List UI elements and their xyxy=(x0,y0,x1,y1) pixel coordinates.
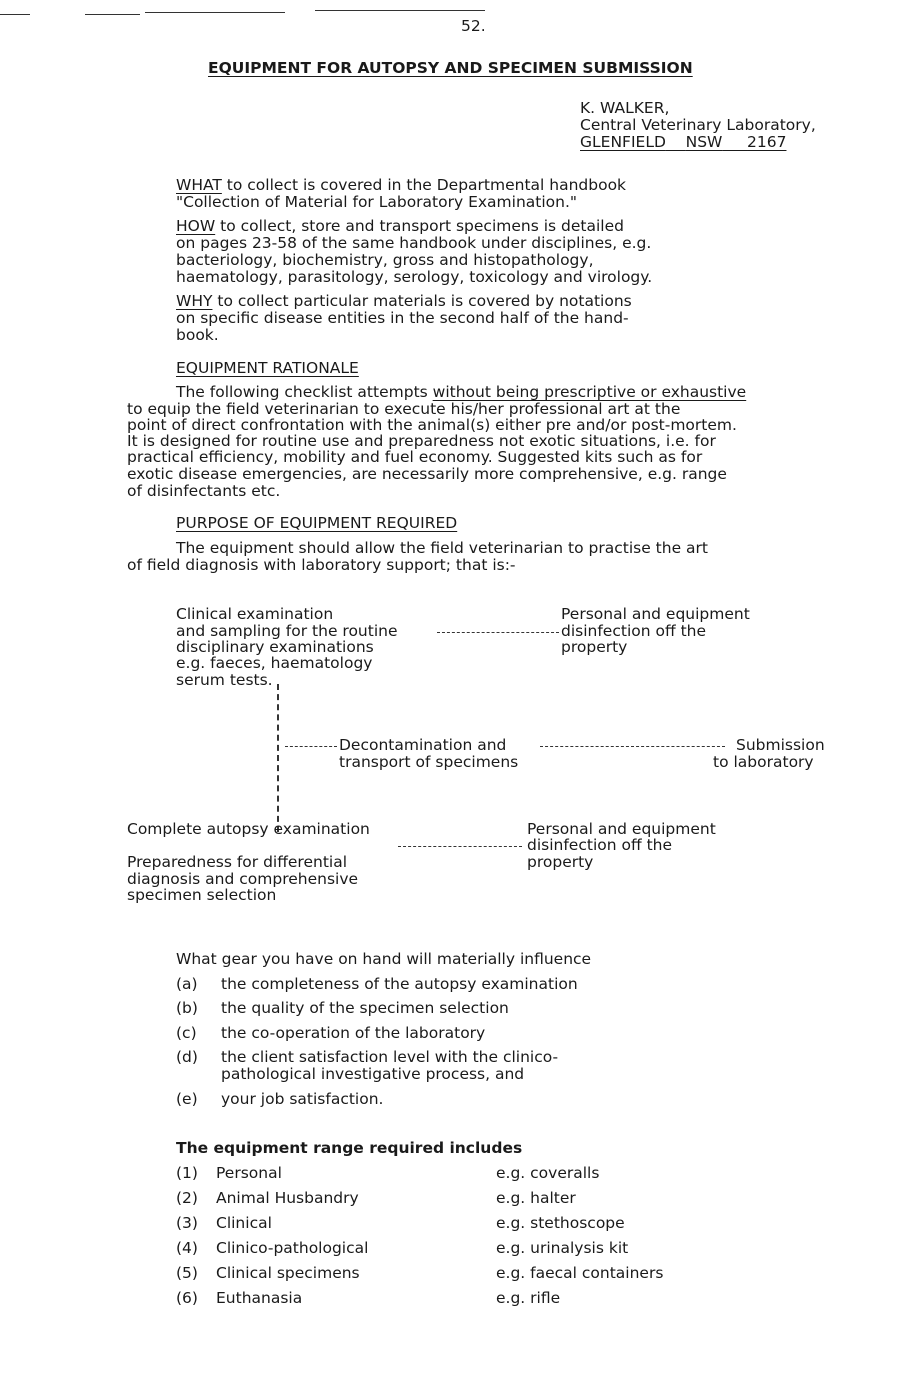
node-line: specimen selection xyxy=(127,886,277,904)
rationale-line: It is designed for routine use and preparedness not exotic situations, i.e. for xyxy=(127,432,716,450)
page-title: EQUIPMENT FOR AUTOPSY AND SPECIMEN SUBMISSION xyxy=(208,59,693,77)
list-item xyxy=(176,976,578,993)
equipment-number: (1) xyxy=(176,1164,198,1182)
node-line: e.g. faeces, haematology xyxy=(176,654,373,672)
list-text: the quality of the specimen selection xyxy=(221,999,509,1017)
how-line: bacteriology, biochemistry, gross and histopathology, xyxy=(176,251,594,269)
author-town: GLENFIELD xyxy=(580,133,666,151)
list-marker: (b) xyxy=(176,999,198,1017)
rationale-line: of disinfectants etc. xyxy=(127,482,281,500)
author-postcode: 2167 xyxy=(747,133,787,151)
why-line xyxy=(176,293,632,310)
list-item xyxy=(176,1049,558,1066)
equipment-number: (6) xyxy=(176,1289,198,1307)
node-line: Preparedness for differential xyxy=(127,853,348,871)
purpose-heading: PURPOSE OF EQUIPMENT REQUIRED xyxy=(176,514,458,532)
list-item xyxy=(176,1091,383,1108)
how-line: haematology, parasitology, serology, toxicology and virology. xyxy=(176,268,653,286)
list-marker: (e) xyxy=(176,1090,198,1108)
rationale-emphasis: without being prescriptive or exhaustive xyxy=(432,383,747,401)
equipment-name: Clinical specimens xyxy=(216,1264,360,1282)
list-marker: (c) xyxy=(176,1024,197,1042)
rationale-heading: EQUIPMENT RATIONALE xyxy=(176,359,359,377)
node-line: Clinical examination xyxy=(176,605,334,623)
equipment-name: Euthanasia xyxy=(216,1289,303,1307)
list-text: the client satisfaction level with the clinico- xyxy=(221,1048,559,1066)
equipment-example: e.g. rifle xyxy=(496,1289,561,1307)
how-line xyxy=(176,218,624,235)
node-line: Personal and equipment xyxy=(561,605,750,623)
node-line: serum tests. xyxy=(176,671,273,689)
purpose-line: The equipment should allow the field veterinarian to practise the art xyxy=(176,539,708,557)
scan-line xyxy=(145,12,285,13)
equipment-row xyxy=(176,1215,716,1232)
equipment-number: (5) xyxy=(176,1264,198,1282)
why-key: WHY xyxy=(176,292,213,310)
equipment-row xyxy=(176,1290,716,1307)
how-key: HOW xyxy=(176,217,216,235)
equipment-row xyxy=(176,1190,716,1207)
node-line: to laboratory xyxy=(713,753,814,771)
list-marker: (d) xyxy=(176,1048,198,1066)
equipment-example: e.g. halter xyxy=(496,1189,576,1207)
author-location xyxy=(580,134,786,151)
autopsy-node: Complete autopsy examination xyxy=(127,820,370,838)
node-line: property xyxy=(561,638,628,656)
node-line: Submission xyxy=(736,736,825,754)
rationale-line: to equip the field veterinarian to execute his/her professional art at the xyxy=(127,400,681,418)
equipment-example: e.g. urinalysis kit xyxy=(496,1239,629,1257)
equipment-name: Animal Husbandry xyxy=(216,1189,359,1207)
list-item xyxy=(176,1025,485,1042)
connector-dash xyxy=(398,846,522,847)
what-line: "Collection of Material for Laboratory Examination." xyxy=(176,193,578,211)
author-state: NSW xyxy=(685,133,723,151)
list-text: the co-operation of the laboratory xyxy=(221,1024,486,1042)
node-line: transport of specimens xyxy=(339,753,519,771)
what-key: WHAT xyxy=(176,176,222,194)
purpose-line: of field diagnosis with laboratory support; that is:- xyxy=(127,556,516,574)
list-text-continued: pathological investigative process, and xyxy=(221,1065,525,1083)
node-line: diagnosis and comprehensive xyxy=(127,870,359,888)
equipment-example: e.g. stethoscope xyxy=(496,1214,625,1232)
scan-line xyxy=(85,14,140,15)
equipment-number: (4) xyxy=(176,1239,198,1257)
connector-dash xyxy=(437,632,559,633)
list-text: the completeness of the autopsy examination xyxy=(221,975,578,993)
equipment-name: Clinico-pathological xyxy=(216,1239,369,1257)
why-line: on specific disease entities in the second half of the hand- xyxy=(176,309,629,327)
equipment-example: e.g. coveralls xyxy=(496,1164,600,1182)
equipment-example: e.g. faecal containers xyxy=(496,1264,664,1282)
equipment-name: Personal xyxy=(216,1164,282,1182)
equipment-row xyxy=(176,1265,716,1282)
node-line: disciplinary examinations xyxy=(176,638,374,656)
author-org: Central Veterinary Laboratory, xyxy=(580,116,816,134)
rationale-line: practical efficiency, mobility and fuel economy. Suggested kits such as for xyxy=(127,448,703,466)
node-line: Decontamination and xyxy=(339,736,507,754)
node-line: and sampling for the routine xyxy=(176,622,398,640)
what-line xyxy=(176,177,626,194)
how-text: to collect, store and transport specimens is detailed xyxy=(220,217,624,235)
why-line: book. xyxy=(176,326,219,344)
equipment-row xyxy=(176,1240,716,1257)
rationale-line xyxy=(176,384,746,401)
page-number: 52. xyxy=(461,17,486,35)
equipment-number: (3) xyxy=(176,1214,198,1232)
node-line: disinfection off the xyxy=(527,836,673,854)
rationale-line: exotic disease emergencies, are necessarily more comprehensive, e.g. range xyxy=(127,465,727,483)
influence-intro: What gear you have on hand will materially influence xyxy=(176,950,592,968)
list-item xyxy=(176,1000,509,1017)
connector-dash xyxy=(540,746,725,747)
node-line: disinfection off the xyxy=(561,622,707,640)
equipment-number: (2) xyxy=(176,1189,198,1207)
list-marker: (a) xyxy=(176,975,198,993)
how-line: on pages 23-58 of the same handbook under disciplines, e.g. xyxy=(176,234,652,252)
connector-vertical xyxy=(277,684,279,832)
node-line: property xyxy=(527,853,594,871)
scan-line xyxy=(0,14,30,15)
rationale-line: point of direct confrontation with the animal(s) either pre and/or post-mortem. xyxy=(127,416,737,434)
node-line: Personal and equipment xyxy=(527,820,716,838)
what-text: to collect is covered in the Departmental handbook xyxy=(226,176,627,194)
rationale-text: The following checklist attempts xyxy=(176,383,428,401)
equipment-name: Clinical xyxy=(216,1214,272,1232)
scan-line xyxy=(315,10,485,11)
list-text: your job satisfaction. xyxy=(221,1090,384,1108)
equipment-row xyxy=(176,1165,716,1182)
author-name: K. WALKER, xyxy=(580,99,670,117)
connector-dash xyxy=(285,746,337,747)
equipment-heading: The equipment range required includes xyxy=(176,1139,523,1157)
why-text: to collect particular materials is covered by notations xyxy=(217,292,632,310)
